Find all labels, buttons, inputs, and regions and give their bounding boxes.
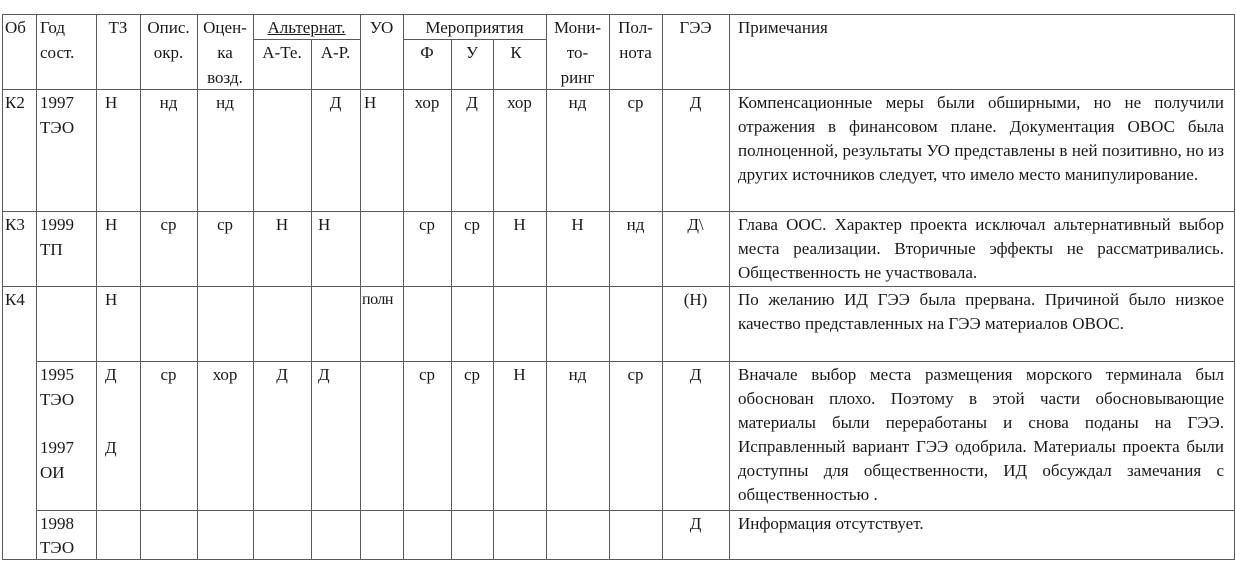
header-monitoring-3: ринг (560, 68, 595, 87)
header-mer-k: К (510, 43, 522, 62)
k2-alt-r: Д (329, 93, 342, 112)
k3-monitoring: Н (571, 215, 584, 234)
header-ocen-3: возд. (207, 68, 243, 87)
k4b-alt-te: Д (276, 365, 288, 384)
k2-uo: Н (364, 93, 377, 112)
k2-tz: Н (105, 93, 118, 112)
col-line-5 (253, 14, 254, 560)
rule-k4-sub1 (36, 361, 1234, 362)
col-line-9 (451, 39, 452, 560)
k4b-mer-u: ср (463, 365, 481, 384)
header-measures: Мероприятия (425, 18, 524, 37)
k4b-alt-r: Д (318, 365, 330, 384)
header-tz: ТЗ (108, 18, 128, 37)
k4c-note: Информация отсутствует. (738, 514, 924, 533)
k3-mer-f: ср (418, 215, 436, 234)
k4-uo: полн (362, 291, 393, 308)
k4b-mer-f: ср (418, 365, 436, 384)
rule-k4-sub2 (36, 510, 1234, 511)
header-opis-1: Опис. (147, 18, 190, 37)
col-line-15 (1234, 14, 1235, 560)
header-uo: УО (369, 18, 394, 37)
k2-note: Компенсационные меры были обширными, но не получили отражения в финансовом плане. Документация ОВОС была полноценной, результаты УО представлены в ней позитивно, но из других источников следует, что имело место манипулирование. (738, 93, 1224, 184)
col-line-6 (311, 39, 312, 560)
rule-k2-bottom (2, 211, 1234, 212)
k4b-mer-k: Н (513, 365, 526, 384)
k4b-gee: Д (689, 365, 702, 384)
k4-tz: Н (105, 290, 118, 309)
header-completeness-2: нота (619, 43, 652, 62)
col-line-1 (36, 14, 37, 560)
rule-k3-bottom (2, 286, 1234, 287)
k4-object: К4 (5, 290, 25, 309)
k4-gee: (Н) (683, 290, 708, 309)
header-completeness-1: Пол- (618, 18, 653, 37)
k4b-year-2: 1997 (40, 438, 74, 457)
k3-ocen: ср (216, 215, 234, 234)
k2-object: К2 (5, 93, 25, 112)
k4b-stage-2: ОИ (40, 463, 65, 482)
k2-mer-u: Д (466, 93, 478, 112)
k2-mer-f: хор (414, 93, 440, 112)
k3-year: 1999 (40, 215, 74, 234)
k4c-stage: ТЭО (40, 538, 75, 557)
header-monitoring-2: то- (566, 43, 589, 62)
k3-alt-te: Н (275, 215, 289, 234)
header-gee: ГЭЭ (679, 18, 712, 37)
k2-ocen: нд (216, 93, 234, 112)
k3-object: К3 (5, 215, 25, 234)
col-line-7 (360, 14, 361, 560)
col-line-0 (2, 14, 3, 560)
k4b-stage-1: ТЭО (40, 390, 75, 409)
k2-opis: нд (159, 93, 178, 112)
k4b-year-1: 1995 (40, 365, 74, 384)
header-opis-2: окр. (153, 43, 184, 62)
k3-mer-k: Н (513, 215, 526, 234)
k3-opis: ср (160, 215, 177, 234)
k4-note: По желанию ИД ГЭЭ была прервана. Причиной было низкое качество представленных на ГЭЭ материалов ОВОС. (738, 290, 1224, 333)
k3-mer-u: ср (463, 215, 481, 234)
header-alt-te: А-Те. (262, 43, 302, 62)
header-mer-u: У (465, 43, 479, 62)
k3-stage: ТП (40, 240, 63, 259)
k4b-opis: ср (160, 365, 177, 384)
k2-monitoring: нд (568, 93, 587, 112)
k4b-completeness: ср (627, 365, 644, 384)
header-ocen-1: Оцен- (203, 18, 247, 37)
k3-completeness: нд (626, 215, 645, 234)
k2-stage: ТЭО (40, 118, 75, 137)
header-alt-r: А-Р. (320, 43, 351, 62)
header-alternatives: Альтернат. (267, 18, 346, 37)
k4b-tz-1: Д (105, 365, 117, 384)
header-god: Год (40, 18, 65, 37)
header-monitoring-1: Мони- (553, 18, 602, 37)
k2-mer-k: хор (507, 93, 532, 112)
k2-completeness: ср (627, 93, 644, 112)
header-notes: Примечания (738, 18, 828, 37)
k4b-tz-2: Д (105, 438, 117, 457)
header-sost: сост. (40, 43, 75, 62)
rule-header-bottom (2, 89, 1234, 90)
k2-gee: Д (689, 93, 702, 112)
k3-tz: Н (105, 215, 118, 234)
k2-year: 1997 (40, 93, 74, 112)
col-line-2 (96, 14, 97, 560)
header-ob: Об (5, 18, 26, 37)
k4c-gee: Д (689, 514, 702, 533)
k4b-ocen: хор (212, 365, 238, 384)
rule-bottom (2, 559, 1234, 560)
header-ocen-2: ка (217, 43, 233, 62)
k3-alt-r: Н (318, 215, 331, 234)
k3-note: Глава ООС. Характер проекта исключал альтернативный выбор места реализации. Вторичные эффекты не рассматривались. Общественность не участвовала. (738, 215, 1224, 282)
k4c-year: 1998 (40, 514, 74, 533)
col-line-14 (729, 14, 730, 560)
k3-gee: Д\ (687, 215, 704, 234)
header-mer-f: Ф (420, 43, 434, 62)
col-line-10 (493, 39, 494, 560)
k4b-note: Вначале выбор места размещения морского терминала был обоснован плохо. Поэтому в этой части обосновывающие материалы были переработаны и снова поданы на ГЭЭ. Исправленный вариант ГЭЭ одобрила. Материалы проекта были доступны для общественности, ИД обсуждал замечания с общественностью . (738, 365, 1224, 504)
k4b-monitoring: нд (568, 365, 587, 384)
rule-top (2, 14, 1234, 15)
